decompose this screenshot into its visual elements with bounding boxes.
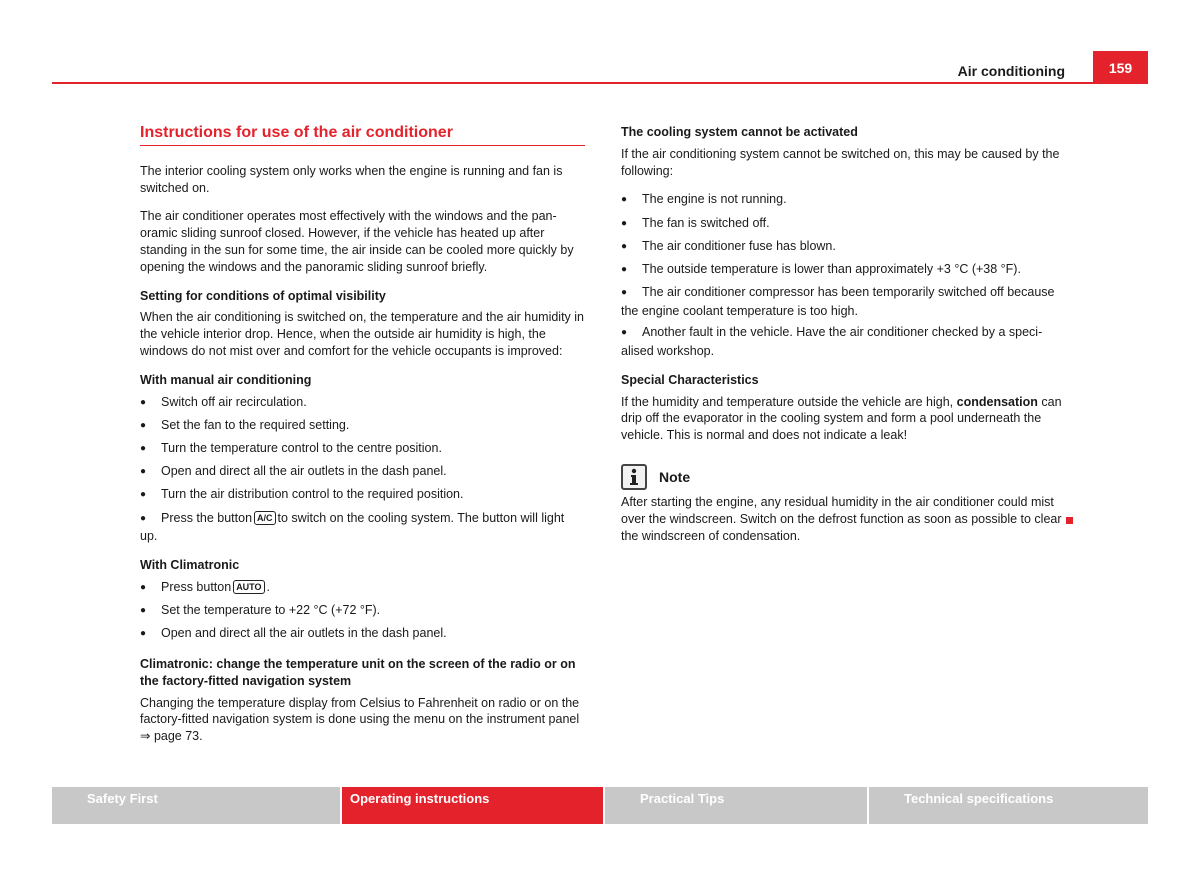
special-characteristics-paragraph: If the humidity and temperature outside the vehicle are high, condensation can drip off the evaporator in the cooling system and form a pool underneath the vehicle. This is normal and does not indicate a leak! xyxy=(621,394,1062,443)
list-item: ●The fan is switched off. xyxy=(621,215,1066,234)
list-item: ●Press button AUTO . xyxy=(140,579,585,598)
list-item: ●Turn the air distribution control to the required position. xyxy=(140,486,585,505)
cannot-activate-paragraph: If the air conditioning system cannot be switched on, this may be caused by the following: xyxy=(621,146,1060,178)
tab-practical-tips[interactable]: Practical Tips xyxy=(605,787,867,824)
temperature-unit-paragraph: Changing the temperature display from Celsius to Fahrenheit on radio or on the factory-fitted navigation system is done using the menu on the instrument panel ⇒ page 73. xyxy=(140,695,580,744)
chapter-title: Air conditioning xyxy=(957,63,1065,79)
section-end-marker xyxy=(1066,517,1073,524)
special-characteristics-heading: Special Characteristics xyxy=(621,372,759,387)
list-item: ●Set the fan to the required setting. xyxy=(140,417,585,436)
left-column xyxy=(140,120,585,745)
cannot-activate-heading: The cooling system cannot be activated xyxy=(621,125,858,139)
right-column xyxy=(621,120,1066,544)
list-item: ●Press the button A/C to switch on the cooling system. The button will light up. xyxy=(140,510,585,546)
intro-paragraph-2: The air conditioner operates most effectively with the windows and the panoramic sliding sunroof closed. However, if the vehicle has heated up after standing in the sun for some time, the air inside can be cooled more quickly by opening the windows and the panoramic sliding sunroof briefly. xyxy=(140,209,574,274)
manual-list xyxy=(140,394,585,546)
info-icon xyxy=(621,464,647,490)
list-item: ●The air conditioner compressor has been temporarily switched off because the engine coolant temperature is too high. xyxy=(621,284,1066,320)
list-item: ●The engine is not running. xyxy=(621,191,1066,210)
note-paragraph: After starting the engine, any residual humidity in the air conditioner could mist over the windscreen. Switch on the defrost function as soon as possible to clear the windscreen of condensation. xyxy=(621,494,1062,543)
note-header xyxy=(621,464,1066,490)
tab-operating-instructions[interactable]: Operating instructions xyxy=(342,787,603,824)
tab-technical-specifications[interactable]: Technical specifications xyxy=(869,787,1148,824)
manual-heading: With manual air conditioning xyxy=(140,372,312,387)
climatronic-heading: With Climatronic xyxy=(140,558,240,573)
auto-button-icon: AUTO xyxy=(233,580,264,594)
footer-nav xyxy=(52,787,1148,824)
list-item: ●The air conditioner fuse has blown. xyxy=(621,238,1066,257)
list-item: ●Open and direct all the air outlets in the dash panel. xyxy=(140,463,585,482)
climatronic-list xyxy=(140,579,585,644)
page-number: 159 xyxy=(1093,51,1148,84)
list-item: ●Another fault in the vehicle. Have the air conditioner checked by a specialised workshop. xyxy=(621,324,1066,360)
temperature-unit-heading: Climatronic: change the temperature unit on the screen of the radio or on the factory-fitted navigation system xyxy=(140,657,576,688)
list-item: ●The outside temperature is lower than approximately +3 °C (+38 °F). xyxy=(621,261,1066,280)
list-item: ●Switch off air recirculation. xyxy=(140,394,585,413)
visibility-heading: Setting for conditions of optimal visibility xyxy=(140,288,386,303)
note-label: Note xyxy=(659,468,691,485)
visibility-paragraph: When the air conditioning is switched on, the temperature and the air humidity in the vehicle interior drop. Hence, when the outside air humidity is high, the windows do not mist over and comfort for the vehicle occupants is improved: xyxy=(140,310,584,358)
intro-paragraph-1: The interior cooling system only works when the engine is running and fan is switched on. xyxy=(140,163,563,195)
ac-button-icon: A/C xyxy=(254,511,276,525)
section-title: Instructions for use of the air conditioner xyxy=(140,125,585,146)
list-item: ●Set the temperature to +22 °C (+72 °F). xyxy=(140,602,585,621)
header-rule xyxy=(52,82,1148,84)
list-item: ●Open and direct all the air outlets in the dash panel. xyxy=(140,625,585,644)
cause-list xyxy=(621,191,1066,359)
tab-safety-first[interactable]: Safety First xyxy=(52,787,340,824)
list-item: ●Turn the temperature control to the centre position. xyxy=(140,440,585,459)
